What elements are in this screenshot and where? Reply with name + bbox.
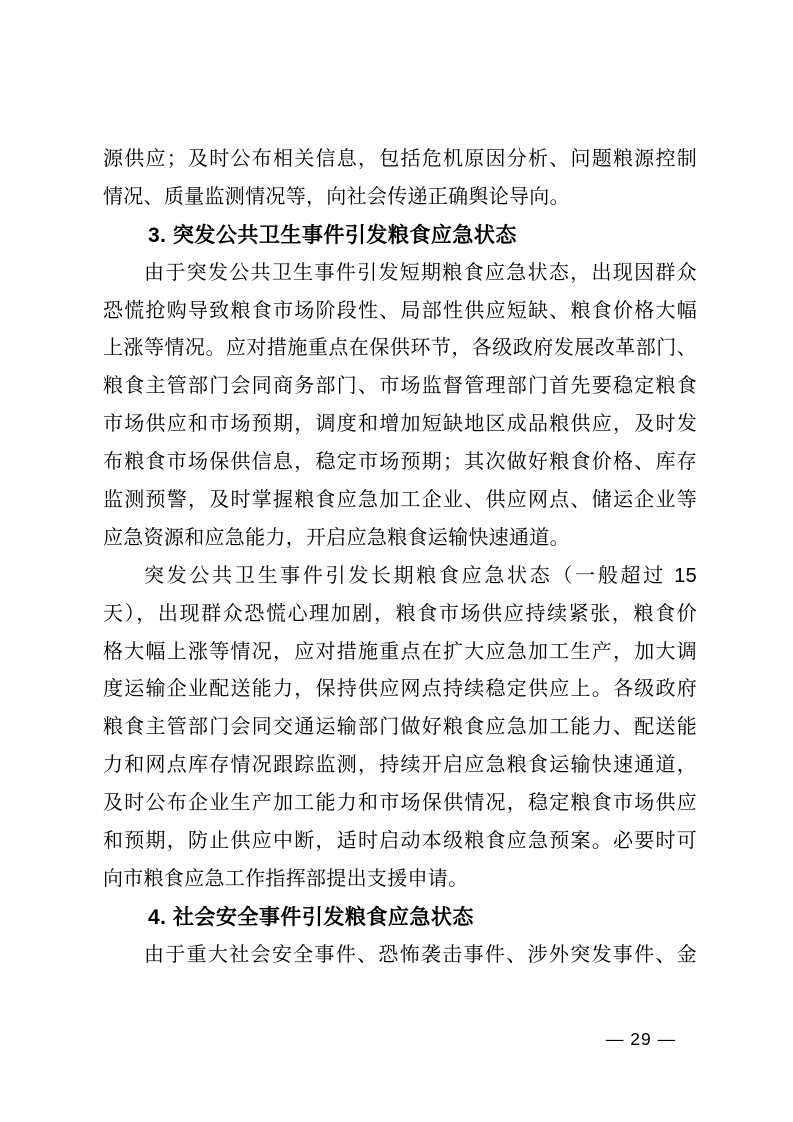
section-heading: 4. 社会安全事件引发粮食应急状态 xyxy=(148,905,474,929)
text-line: 应急资源和应急能力，开启应急粮食运输快速通道。 xyxy=(103,526,570,549)
text-line: 天），出现群众恐慌心理加剧，粮食市场供应持续紧张，粮食价 xyxy=(103,602,697,625)
text-line: 力和网点库存情况跟踪监测，持续开启应急粮食运输快速通道， xyxy=(103,754,697,777)
section-heading: 3. 突发公共卫生事件引发粮食应急状态 xyxy=(148,223,517,247)
text-line: 监测预警，及时掌握粮食应急加工企业、供应网点、储运企业等 xyxy=(103,489,697,512)
text-line: 向市粮食应急工作指挥部提出支援申请。 xyxy=(103,867,469,890)
text-line: 上涨等情况。应对措施重点在保供环节，各级政府发展改革部门、 xyxy=(103,337,697,360)
text-line: 突发公共卫生事件引发长期粮食应急状态（一般超过 15 xyxy=(144,564,697,587)
text-line: 及时公布企业生产加工能力和市场保供情况，稳定粮食市场供应 xyxy=(103,792,697,815)
text-line: 布粮食市场保供信息，稳定市场预期；其次做好粮食价格、库存 xyxy=(103,451,697,474)
text-line: 由于重大社会安全事件、恐怖袭击事件、涉外突发事件、金 xyxy=(144,943,697,966)
text-line: 由于突发公共卫生事件引发短期粮食应急状态，出现因群众 xyxy=(144,261,697,284)
text-line: 粮食主管部门会同商务部门、市场监督管理部门首先要稳定粮食 xyxy=(103,375,697,398)
text-line: 情况、质量监测情况等，向社会传递正确舆论导向。 xyxy=(103,185,570,208)
document-body xyxy=(103,141,697,975)
text-line: 源供应；及时公布相关信息，包括危机原因分析、问题粮源控制 xyxy=(103,148,697,170)
text-line: 和预期，防止供应中断，适时启动本级粮食应急预案。必要时可 xyxy=(103,830,697,853)
text-line: 度运输企业配送能力，保持供应网点持续稳定供应上。各级政府 xyxy=(103,678,697,701)
text-line: 市场供应和市场预期，调度和增加短缺地区成品粮供应，及时发 xyxy=(103,413,697,436)
text-line: 恐慌抢购导致粮食市场阶段性、局部性供应短缺、粮食价格大幅 xyxy=(103,299,697,322)
page-number: — 29 — xyxy=(605,1029,677,1049)
text-line: 粮食主管部门会同交通运输部门做好粮食应急加工能力、配送能 xyxy=(103,716,697,739)
text-line: 格大幅上涨等情况，应对措施重点在扩大应急加工生产，加大调 xyxy=(103,640,697,663)
